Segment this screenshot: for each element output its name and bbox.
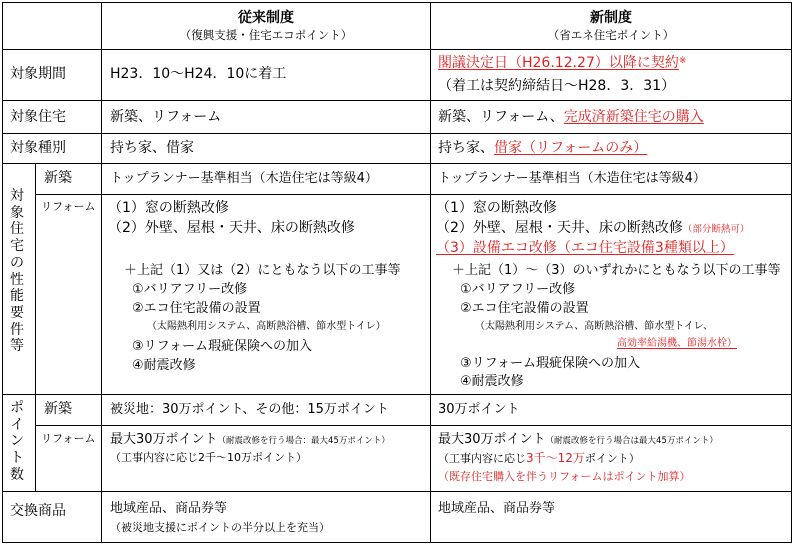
perf-new-line: （太陽熱利用システム、高断熱浴槽、節水型トイレ、 [475,321,713,332]
points-reform-new-line3: （既存住宅購入を伴うリフォームはポイント加算） [438,470,691,483]
period-old: H23．10～H24．10に着工 [110,66,287,82]
col-divider [35,163,36,491]
new-system-subtitle: （省エネ住宅ポイント） [547,28,675,42]
points-label-char: ン [10,433,24,450]
exchange-label: 交換商品 [10,503,66,519]
perf-new-line [436,221,749,235]
table-border-top [2,2,792,3]
points-reform-label: リフォーム [41,432,96,445]
row-divider [2,49,792,50]
points-reform-old-note: （耐震改修を行う場合：最大45万ポイント） [217,436,390,446]
row-divider [35,425,792,426]
performance-label-char: 住 [10,221,24,238]
perf-old-line: ＋上記（1）又は（2）にともなう以下の工事等 [124,263,401,278]
points-label-char: 数 [10,466,24,483]
housing-new-base: 新築、リフォーム、 [438,109,564,125]
perf-newbuild-new: トップランナー基準相当（木造住宅は等級4） [438,171,706,186]
perf-new-line: 高効率給湯機、節湯水栓） [617,338,737,349]
performance-label-char: 対 [10,188,24,204]
row-divider [2,100,792,101]
row-divider [2,394,792,395]
points-reform-new-range-suffix: ポイント） [584,452,640,465]
performance-label-char: の [10,254,24,271]
perf-new-line: ③リフォーム瑕疵保険への加入 [460,356,641,371]
points-reform-old-line2: （工事内容に応じ2千～10万ポイント） [110,451,307,464]
perf-old-line: ②エコ住宅設備の設置 [132,301,261,316]
points-reform-old-max: 最大30万ポイント [110,432,218,447]
performance-label-char: 能 [10,288,24,305]
points-reform-new-max: 最大30万ポイント [438,432,546,447]
points-newbuild-new: 30万ポイント [438,402,520,417]
old-system-subtitle: （復興支援・住宅エコポイント） [179,28,353,42]
perf-newbuild-label: 新築 [44,170,72,186]
old-system-title: 従来制度 [238,10,294,26]
table-border-left [2,2,3,543]
housing-new-highlight: 完成済新築住宅の購入 [563,109,704,125]
type-old: 持ち家、借家 [110,140,194,156]
housing-old: 新築、リフォーム [110,109,222,125]
period-new-line2: （着工は契約締結日～H28．3．31） [438,78,676,94]
performance-label-char: 等 [10,338,24,355]
points-reform-new-line2 [438,452,640,464]
perf-newbuild-old: トップランナー基準相当（木造住宅は等級4） [110,171,378,186]
col-divider [101,2,102,543]
period-label: 対象期間 [10,66,66,82]
points-label-char: ポ [10,400,24,416]
points-label [9,400,25,484]
table-border-bottom [2,542,792,543]
exchange-new-line1: 地域産品、商品券等 [438,501,556,516]
perf-new-line3-highlight: （3）設備エコ改修（エコ住宅設備3種類以上） [436,240,734,256]
perf-new-line: （1）窓の断熱改修 [436,200,557,216]
housing-label: 対象住宅 [10,109,66,125]
perf-new-line: ＋上記（1）～（3）のいずれかにともなう以下の工事等 [452,263,781,278]
perf-old-line: ①バリアフリー改修 [132,282,248,297]
perf-old-line: （太陽熱利用システム、高断熱浴槽、節水型トイレ） [147,321,386,332]
points-label-char: ト [10,450,24,467]
row-divider [2,163,792,164]
points-reform-new-range: 3千～12万 [526,451,585,465]
perf-old-line: ④耐震改修 [132,358,196,373]
type-new-base: 持ち家、 [438,140,494,156]
performance-requirements-label [9,188,25,355]
exchange-old-line1: 地域産品、商品券等 [110,501,228,516]
points-newbuild-label: 新築 [44,401,72,417]
col-divider [430,2,431,543]
perf-new-line: ④耐震改修 [460,374,524,389]
perf-new-line [436,241,734,255]
exchange-old-line2: （被災地支援にポイントの半分以上を充当） [110,521,330,534]
housing-new [438,110,704,124]
row-divider [2,491,792,492]
perf-old-line: ③リフォーム瑕疵保険への加入 [132,339,313,354]
perf-old-line: （1）窓の断熱改修 [108,200,229,216]
perf-new-line2-note: （部分断熱可） [682,224,750,235]
perf-new-line: ①バリアフリー改修 [460,282,576,297]
points-reform-new-note: （耐震改修を行う場合は最大45万ポイント） [545,436,718,446]
points-newbuild-old: 被災地：30万ポイント、その他：15万ポイント [110,402,389,417]
perf-old-line: （2）外壁、屋根・天井、床の断熱改修 [108,220,355,236]
period-new-highlight: 閣議決定日（H26.12.27）以降に契約 [438,55,679,71]
table-border-right [791,2,792,543]
performance-label-char: 象 [10,204,24,221]
period-new-footnote-mark: ※ [678,56,687,66]
type-new [438,141,647,155]
points-reform-new-range-prefix: （工事内容に応じ [438,452,526,465]
perf-reform-label: リフォーム [41,200,96,213]
performance-label-char: 性 [10,271,24,288]
new-system-title: 新制度 [590,10,632,26]
type-new-highlight: 借家（リフォームのみ） [494,140,648,156]
period-new-line1 [438,56,686,70]
type-label: 対象種別 [10,140,66,156]
perf-new-line2-base: （2）外壁、屋根・天井、床の断熱改修 [436,220,683,236]
performance-label-char: 宅 [10,238,24,255]
points-label-char: イ [10,416,24,433]
perf-new-line: ②エコ住宅設備の設置 [460,301,589,316]
row-divider [35,194,792,195]
points-reform-old-line1 [110,433,390,446]
performance-label-char: 件 [10,321,24,338]
points-reform-new-line1 [438,433,718,446]
row-divider [2,133,792,134]
performance-label-char: 要 [10,304,24,321]
